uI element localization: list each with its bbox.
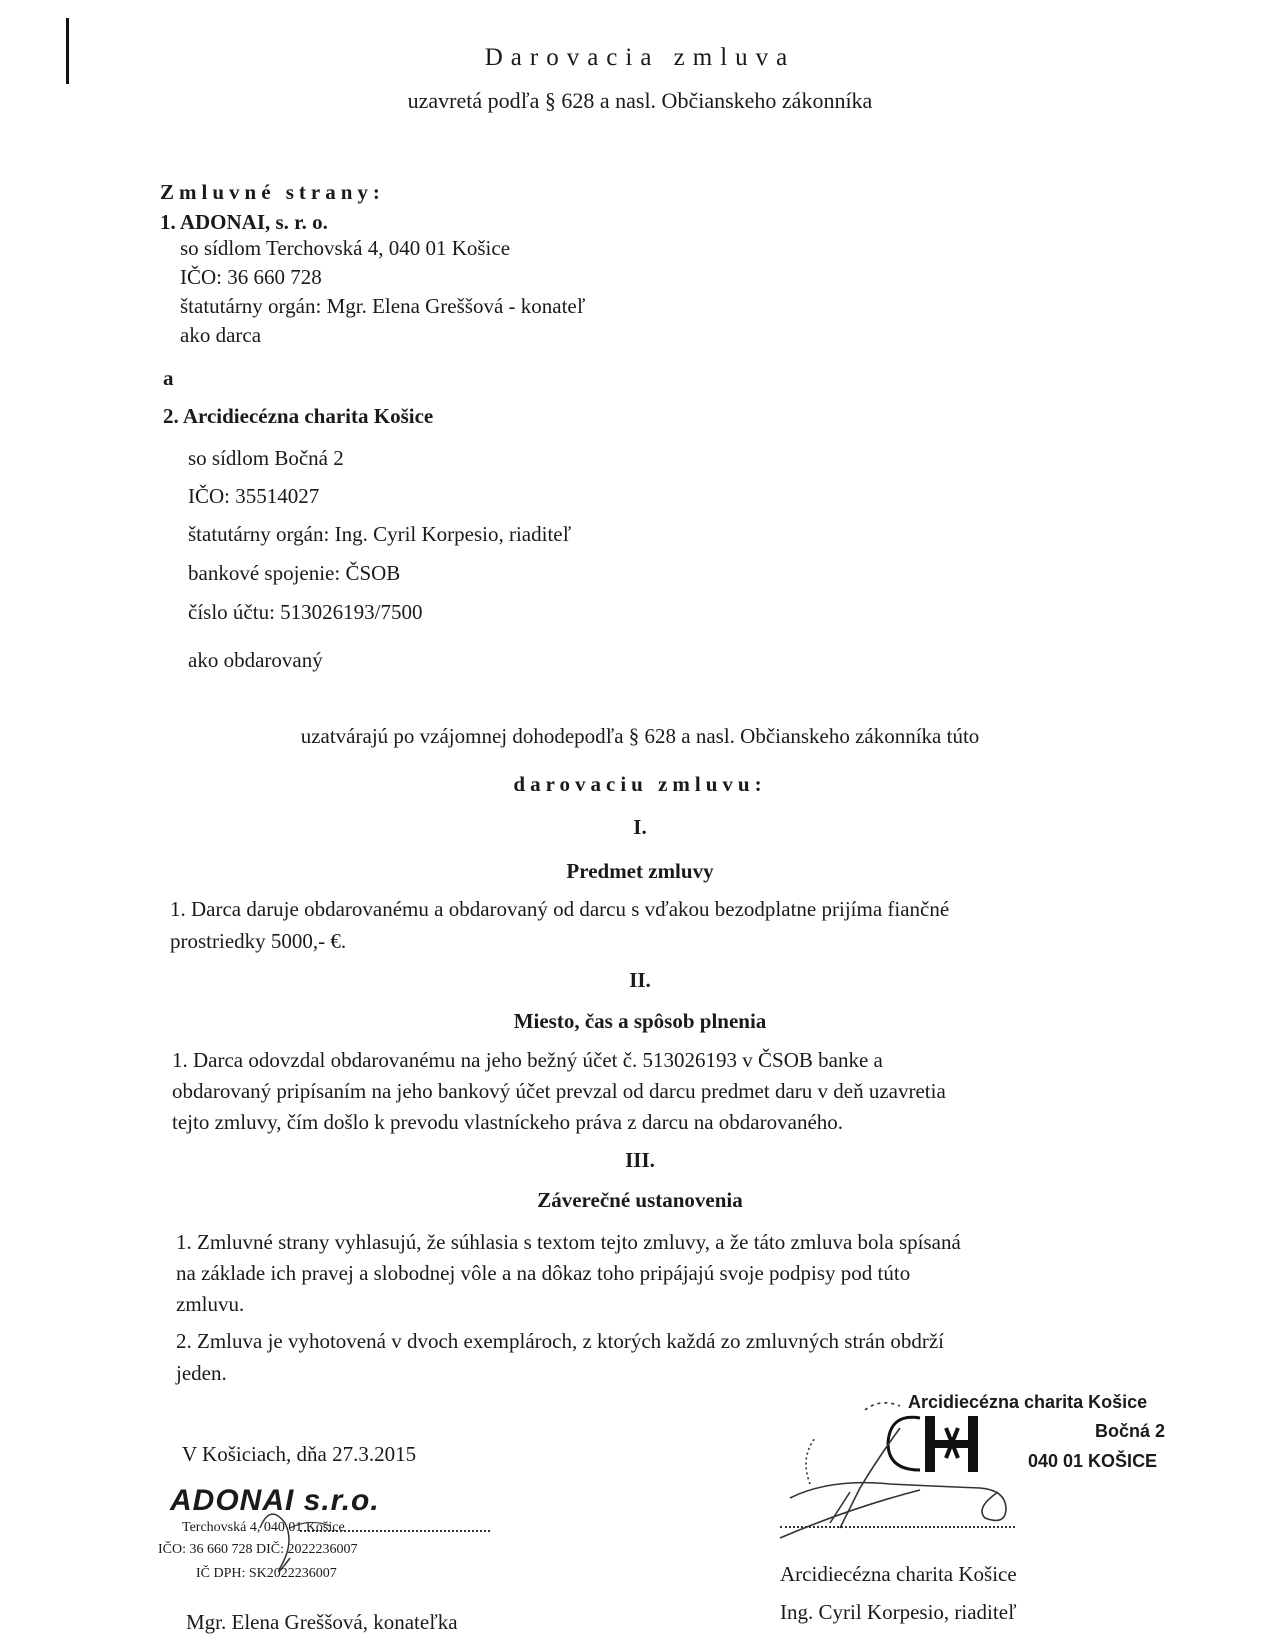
section-3-para2-line-2: jeden. [176, 1361, 227, 1385]
section-2-line-1: 1. Darca odovzdal obdarovanému na jeho bežný účet č. 513026193 v ČSOB banke a [172, 1048, 883, 1072]
party1-role: ako darca [180, 323, 262, 347]
section-2-line-2: obdarovaný pripísaním na jeho bankový účet prevzal od darcu predmet daru v deň uzavretia [172, 1079, 946, 1103]
signatory-right-name: Ing. Cyril Korpesio, riaditeľ [780, 1600, 1017, 1624]
section-2-number: II. [629, 968, 651, 992]
right-stamp-city: 040 01 KOŠICE [1028, 1451, 1158, 1471]
party2-bank: bankové spojenie: ČSOB [188, 561, 401, 585]
signatory-left: Mgr. Elena Greššová, konateľka [186, 1610, 458, 1634]
left-stamp-line-2: IČO: 36 660 728 DIČ: 2022236007 [158, 1542, 358, 1557]
document-title: Darovacia zmluva [484, 44, 796, 71]
document-subtitle: uzavretá podľa § 628 a nasl. Občianskeho zákonníka [407, 88, 873, 113]
section-3-number: III. [625, 1148, 655, 1172]
right-stamp-street: Bočná 2 [1095, 1421, 1166, 1441]
section-2-title: Miesto, čas a spôsob plnenia [513, 1009, 767, 1033]
right-signature-and-logo [770, 1388, 1040, 1548]
left-stamp-line-3: IČ DPH: SK2022236007 [196, 1566, 337, 1581]
section-1-line-1: 1. Darca daruje obdarovanému a obdarovaný od darcu s vďakou bezodplatne prijíma fiančné [170, 897, 950, 921]
signatory-right-org: Arcidiecézna charita Košice [780, 1562, 1017, 1586]
right-stamp-name: Arcidiecézna charita Košice [908, 1392, 1148, 1412]
party2-account: číslo účtu: 513026193/7500 [188, 600, 423, 624]
party2-seat: so sídlom Bočná 2 [188, 446, 344, 470]
adonai-logo: ADONAI s.r.o. [170, 1484, 380, 1517]
section-3-line-2: na základe ich pravej a slobodnej vôle a na dôkaz toho pripájajú svoje podpisy pod túto [176, 1261, 911, 1285]
section-2-line-3: tejto zmluvy, čím došlo k prevodu vlastníckeho práva z darcu na obdarovaného. [172, 1110, 844, 1134]
party1-statutory: štatutárny orgán: Mgr. Elena Greššová - konateľ [180, 294, 586, 318]
and-conjunction: a [163, 366, 174, 390]
section-3-title: Záverečné ustanovenia [537, 1188, 743, 1212]
intro-text: uzatvárajú po vzájomnej dohodepodľa § 628 a nasl. Občianskeho zákonníka túto [300, 724, 980, 748]
party2-ico: IČO: 35514027 [188, 484, 320, 508]
left-signature-icon [240, 1498, 370, 1588]
section-1-line-2: prostriedky 5000,- €. [170, 929, 347, 953]
intro-bold: darovaciu zmluvu: [513, 772, 767, 796]
party1-name: 1. ADONAI, s. r. o. [160, 210, 328, 234]
section-3-para2-line-1: 2. Zmluva je vyhotovená v dvoch exemplároch, z ktorých každá zo zmluvných strán obdrží [176, 1329, 944, 1353]
place-date: V Košiciach, dňa 27.3.2015 [182, 1442, 417, 1466]
section-3-line-1: 1. Zmluvné strany vyhlasujú, že súhlasia s textom tejto zmluvy, a že táto zmluva bola spísaná [176, 1230, 961, 1254]
section-1-number: I. [633, 815, 647, 839]
left-stamp-line-1: Terchovská 4, 040 01 Košice [182, 1520, 345, 1535]
party1-ico: IČO: 36 660 728 [180, 265, 322, 289]
section-1-title: Predmet zmluvy [566, 859, 714, 883]
party2-name: 2. Arcidiecézna charita Košice [163, 404, 434, 428]
party2-statutory: štatutárny orgán: Ing. Cyril Korpesio, riaditeľ [188, 522, 572, 546]
party2-role: ako obdarovaný [188, 648, 323, 672]
section-3-line-3: zmluvu. [176, 1292, 245, 1316]
charity-logo-icon [888, 1416, 978, 1472]
party1-seat: so sídlom Terchovská 4, 040 01 Košice [180, 236, 511, 260]
parties-heading: Zmluvné strany: [160, 180, 385, 204]
right-signature-line [780, 1526, 1015, 1528]
